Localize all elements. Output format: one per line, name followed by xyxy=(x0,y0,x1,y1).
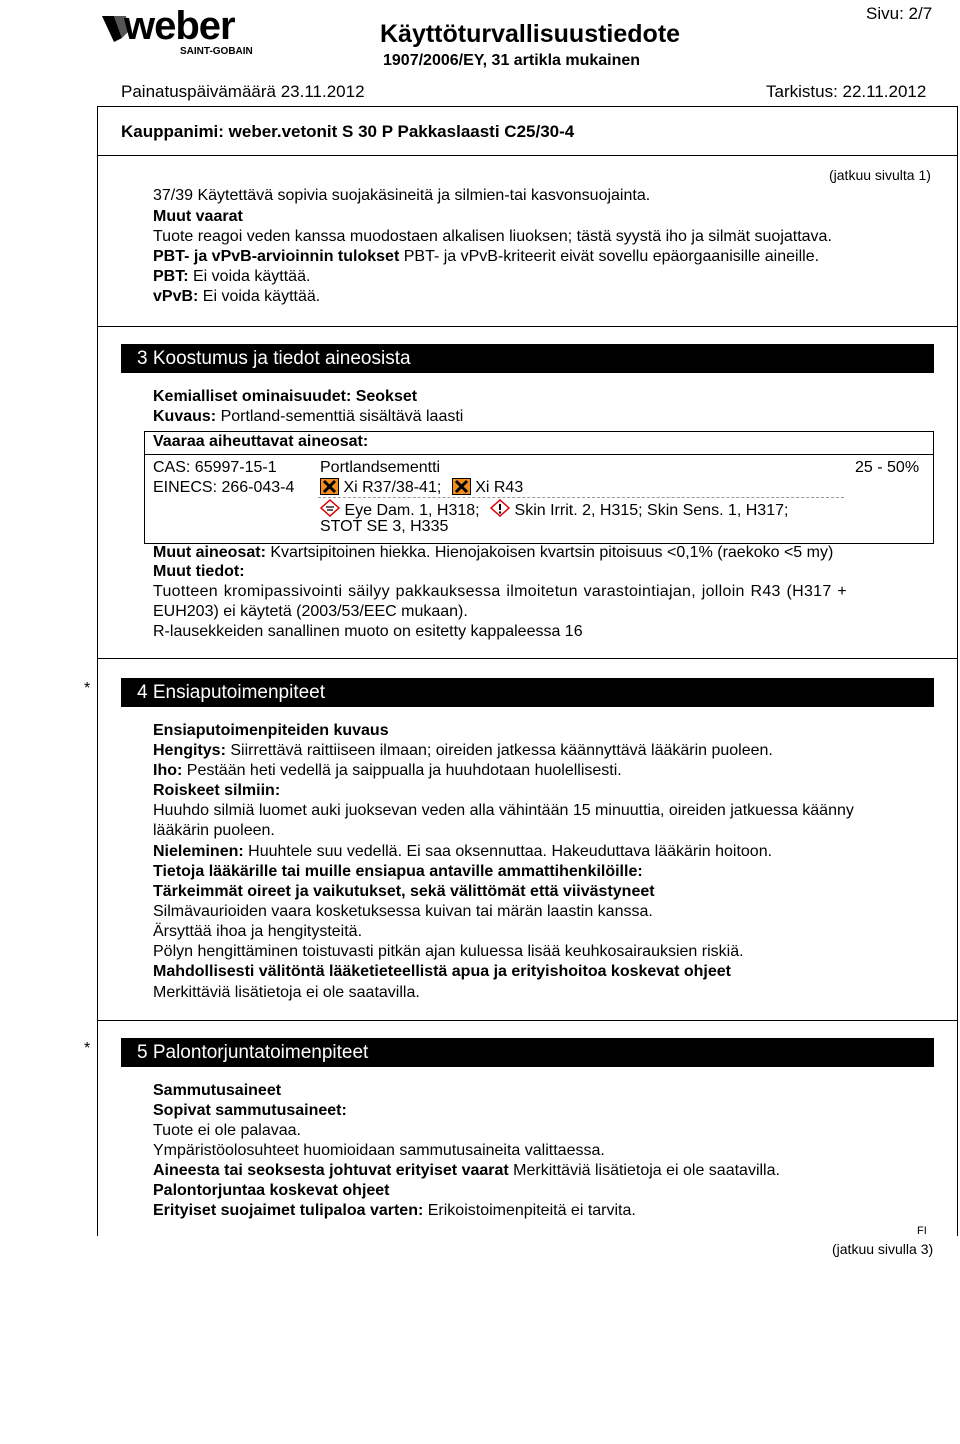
symptom-line: Ärsyttää ihoa ja hengitysteitä. xyxy=(153,923,363,940)
logo-subtext: SAINT-GOBAIN xyxy=(180,46,253,57)
extinguishing-heading: Sammutusaineet xyxy=(153,1082,282,1099)
document-title: Käyttöturvallisuustiedote xyxy=(380,20,681,48)
text-heading: Muut vaarat xyxy=(153,208,243,225)
suitable-media-line: Tuote ei ole palavaa. xyxy=(153,1122,301,1139)
continued-to-label: (jatkuu sivulla 3) xyxy=(832,1241,934,1257)
skin-contact-line: Iho: Pestään heti vedellä ja saippualla ja huuhdotaan huolellisesti. xyxy=(153,762,622,779)
text-line: Tuote reagoi veden kanssa muodostaen alkalisen liuoksen; tästä syystä iho ja silmät suojattava. xyxy=(153,228,832,245)
header-rule xyxy=(97,106,958,107)
medical-attention-line: Merkittäviä lisätietoja ei ole saatavilla. xyxy=(153,984,420,1001)
inhalation-line: Hengitys: Siirrettävä raittiiseen ilmaan; oireiden jatkessa käännyttävä lääkärin puoleen. xyxy=(153,742,773,759)
einecs-number: EINECS: 266-043-4 xyxy=(153,479,295,496)
substance-name: Portlandsementti xyxy=(320,459,441,476)
cas-number: CAS: 65997-15-1 xyxy=(153,459,277,476)
continued-from-label: (jatkuu sivulta 1) xyxy=(829,167,931,183)
eye-contact-heading: Roiskeet silmiin: xyxy=(153,782,281,799)
ingestion-line: Nieleminen: Huuhtele suu vedellä. Ei saa oksennuttaa. Hakeuduttava lääkärin hoitoon. xyxy=(153,843,773,860)
page-number: Sivu: 2/7 xyxy=(866,4,933,23)
symptom-line: Pölyn hengittäminen toistuvasti pitkän ajan kuluessa lisää keuhkosairauksien riskiä. xyxy=(153,943,744,960)
firefighter-advice-heading: Palontorjuntaa koskevat ohjeet xyxy=(153,1182,390,1199)
description-line: Kuvaus: Portland-sementtiä sisältävä laasti xyxy=(153,408,464,425)
revision-marker: * xyxy=(84,1040,91,1057)
pbt-results-line: PBT- ja vPvB-arvioinnin tulokset PBT- ja vPvB-kriteerit eivät sovellu epäorgaanisille aineille. xyxy=(153,248,820,265)
print-date: Painatuspäivämäärä 23.11.2012 xyxy=(121,82,365,101)
symptoms-heading: Tärkeimmät oireet ja vaikutukset, sekä välittömät että viivästyneet xyxy=(153,883,655,900)
table-header: Vaaraa aiheuttavat aineosat: xyxy=(153,433,369,450)
revision-date: Tarkistus: 22.11.2012 xyxy=(766,82,927,101)
frame-rule xyxy=(97,658,958,659)
clp-classification: Eye Dam. 1, H318; Skin Irrit. 2, H315; Skin Sens. 1, H317; xyxy=(320,499,788,521)
trade-name-rule xyxy=(97,155,958,156)
table-rule xyxy=(144,454,934,455)
first-aid-heading: Ensiaputoimenpiteiden kuvaus xyxy=(153,722,389,739)
revision-marker: * xyxy=(84,680,91,697)
table-rule xyxy=(933,431,934,544)
dashed-rule xyxy=(318,497,844,499)
clp-classification-cont: STOT SE 3, H335 xyxy=(320,518,449,535)
weber-logo xyxy=(100,6,260,56)
section-5-header: 5 Palontorjuntatoimenpiteet xyxy=(121,1038,934,1067)
additional-info-line: Tuotteen kromipassivointi säilyy pakkauksessa ilmoitetun varastointiajan, jolloin R43 (H317 + xyxy=(153,583,847,600)
other-components: Muut aineosat: Kvartsipitoinen hiekka. Hienojakoisen kvartsin pitoisuus <0,1% (raekoko <5 my) xyxy=(153,544,834,561)
protective-equipment-line: Erityiset suojaimet tulipaloa varten: Erikoistoimenpiteitä ei tarvita. xyxy=(153,1202,636,1219)
frame-rule xyxy=(97,326,958,327)
physician-info-heading: Tietoja lääkärille tai muille ensiapua antaville ammattihenkilöille: xyxy=(153,863,643,880)
trade-name: Kauppanimi: weber.vetonit S 30 P Pakkaslaasti C25/30-4 xyxy=(121,122,575,141)
exclamation-diamond-icon xyxy=(490,499,510,517)
section-3-header: 3 Koostumus ja tiedot aineosista xyxy=(121,344,934,373)
section-4-header: 4 Ensiaputoimenpiteet xyxy=(121,678,934,707)
harmful-x-icon xyxy=(452,478,471,495)
frame-left-rule xyxy=(97,106,98,1236)
frame-rule xyxy=(97,1020,958,1021)
chemical-characterization: Kemialliset ominaisuudet: Seokset xyxy=(153,388,418,405)
eye-contact-line: Huuhdo silmiä luomet auki juoksevan veden alla vähintään 15 minuuttia, oireiden jatkuessa käänny xyxy=(153,802,854,819)
vpvb-line: vPvB: Ei voida käyttää. xyxy=(153,288,321,305)
medical-attention-heading: Mahdollisesti välitöntä lääketieteellistä apua ja erityishoitoa koskevat ohjeet xyxy=(153,963,731,980)
pbt-line: PBT: Ei voida käyttää. xyxy=(153,268,311,285)
additional-info-line: EUH203) ei käytetä (2003/53/EEC mukaan). xyxy=(153,603,468,620)
document-subtitle: 1907/2006/EY, 31 artikla mukainen xyxy=(383,52,641,69)
concentration-range: 25 - 50% xyxy=(855,459,920,476)
language-code: FI xyxy=(917,1225,927,1237)
symptom-line: Silmävaurioiden vaara kosketuksessa kuivan tai märän laastin kanssa. xyxy=(153,903,653,920)
harmful-x-icon xyxy=(320,478,339,495)
frame-right-rule xyxy=(957,106,958,1236)
corrosion-diamond-icon xyxy=(320,499,340,517)
additional-info-line: R-lausekkeiden sanallinen muoto on esitetty kappaleessa 16 xyxy=(153,623,583,640)
suitable-media-line: Ympäristöolosuhteet huomioidaan sammutusaineita valittaessa. xyxy=(153,1142,605,1159)
table-rule xyxy=(144,431,145,544)
additional-info-heading: Muut tiedot: xyxy=(153,563,245,580)
logo-text: weber xyxy=(124,4,235,48)
special-hazards-line: Aineesta tai seoksesta johtuvat erityiset vaarat Merkittäviä lisätietoja ei ole saatavilla. xyxy=(153,1162,780,1179)
text-line: 37/39 Käytettävä sopivia suojakäsineitä ja silmien-tai kasvonsuojainta. xyxy=(153,187,651,204)
dsd-classification: Xi R37/38-41; Xi R43 xyxy=(320,478,523,498)
suitable-media-heading: Sopivat sammutusaineet: xyxy=(153,1102,347,1119)
eye-contact-line: lääkärin puoleen. xyxy=(153,822,275,839)
